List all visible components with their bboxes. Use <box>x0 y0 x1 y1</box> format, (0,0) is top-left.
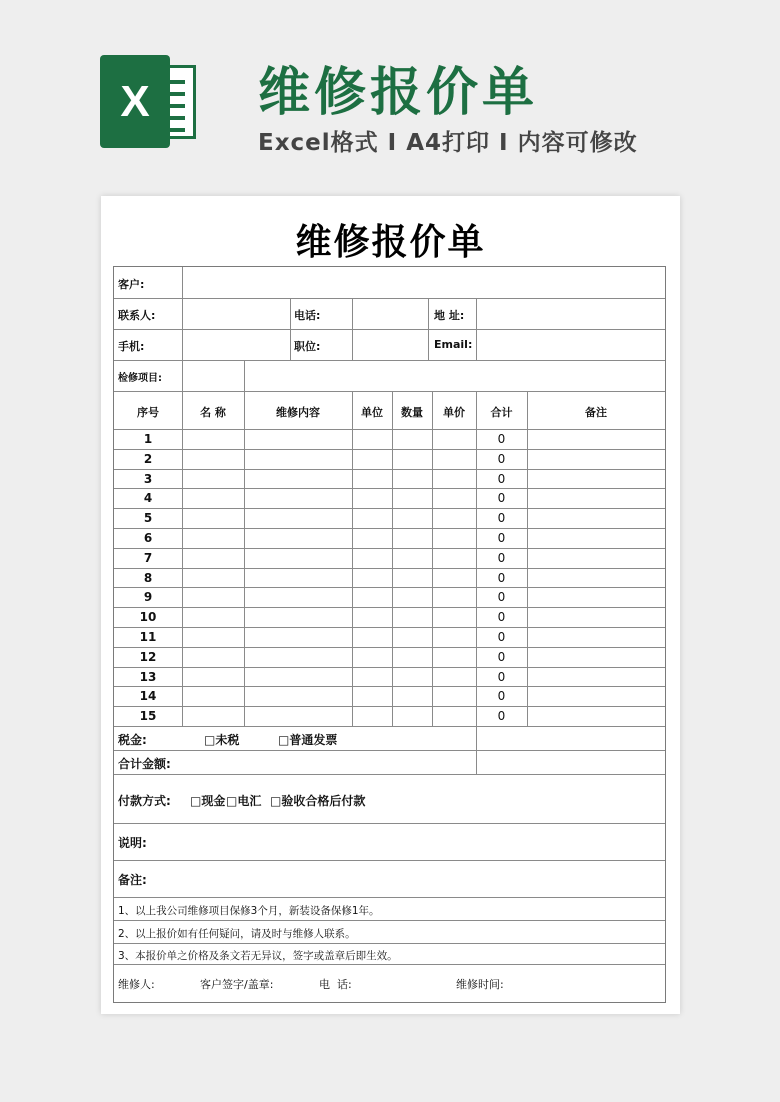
document-page <box>101 196 680 1014</box>
row-total: 0 <box>497 432 506 446</box>
project-label: 检修项目: <box>118 373 162 384</box>
payment-option-wire[interactable]: □电汇 <box>226 794 262 808</box>
row-number: 8 <box>143 570 153 585</box>
note-2: 2、以上报价如有任何疑问，请及时与维修人联系。 <box>118 928 356 940</box>
excel-logo-icon: X <box>100 55 200 148</box>
row-number: 14 <box>139 689 157 704</box>
mobile-label: 手机: <box>118 340 145 353</box>
footer-repair-time: 维修时间: <box>456 978 504 991</box>
col-header-name: 名 称 <box>200 406 226 419</box>
banner <box>0 0 780 195</box>
col-header-qty: 数量 <box>401 406 423 419</box>
row-number: 4 <box>143 491 153 506</box>
banner-title: 维修报价单 <box>258 63 539 123</box>
row-total: 0 <box>497 709 506 724</box>
row-number: 11 <box>139 630 157 644</box>
note-3: 3、本报价单之价格及条文若无异议，签字或盖章后即生效。 <box>118 950 398 962</box>
row-number: 5 <box>143 511 153 526</box>
banner-subtitle: Excel格式 Ⅰ A4打印 Ⅰ 内容可修改 <box>258 130 638 156</box>
row-number: 10 <box>139 610 157 625</box>
row-number: 15 <box>139 709 157 724</box>
contact-label: 联系人: <box>118 309 156 322</box>
row-number: 7 <box>143 550 153 565</box>
row-total: 0 <box>497 610 506 625</box>
row-total: 0 <box>497 511 506 526</box>
total-amount-label: 合计金额: <box>118 757 171 771</box>
col-header-price: 单价 <box>443 406 465 419</box>
document-title: 维修报价单 <box>295 222 486 263</box>
email-label: Email: <box>434 338 473 351</box>
row-total: 0 <box>497 630 506 644</box>
col-header-total: 合计 <box>490 406 513 419</box>
row-total: 0 <box>497 471 506 486</box>
address-label: 地 址: <box>434 309 465 322</box>
payment-option-cash[interactable]: □现金 <box>190 794 226 808</box>
footer-repairer: 维修人: <box>118 978 155 991</box>
payment-option-acceptance[interactable]: □验收合格后付款 <box>270 794 366 808</box>
row-total: 0 <box>497 531 506 545</box>
row-total: 0 <box>497 570 506 585</box>
row-number: 3 <box>143 471 153 486</box>
position-label: 职位: <box>294 340 321 353</box>
phone-label: 电话: <box>294 309 321 322</box>
row-total: 0 <box>497 649 506 664</box>
tax-option-untaxed[interactable]: □未税 <box>204 733 240 747</box>
row-number: 1 <box>143 432 153 446</box>
customer-label: 客户: <box>118 278 145 291</box>
footer-customer-sign: 客户签字/盖章: <box>200 978 274 991</box>
row-total: 0 <box>497 550 506 565</box>
row-number: 12 <box>139 649 157 664</box>
col-header-no: 序号 <box>137 406 159 419</box>
row-total: 0 <box>497 689 506 704</box>
row-number: 13 <box>139 669 157 684</box>
explain-label: 说明: <box>118 836 147 850</box>
note-1: 1、以上我公司维修项目保修3个月，新装设备保修1年。 <box>118 905 380 917</box>
row-total: 0 <box>497 669 506 684</box>
row-number: 6 <box>143 531 153 545</box>
row-number: 9 <box>143 590 153 605</box>
tax-label: 税金: <box>118 733 147 747</box>
payment-label: 付款方式: <box>118 794 171 808</box>
row-total: 0 <box>497 451 506 466</box>
quote-form <box>113 266 666 1003</box>
col-header-note: 备注 <box>585 406 607 419</box>
tax-option-invoice[interactable]: □普通发票 <box>278 733 338 747</box>
remarks-label: 备注: <box>118 873 147 887</box>
col-header-content: 维修内容 <box>276 406 320 419</box>
row-total: 0 <box>497 590 506 605</box>
col-header-unit: 单位 <box>361 406 383 419</box>
row-number: 2 <box>143 451 153 466</box>
row-total: 0 <box>497 491 506 506</box>
footer-phone: 电 话: <box>319 978 352 991</box>
